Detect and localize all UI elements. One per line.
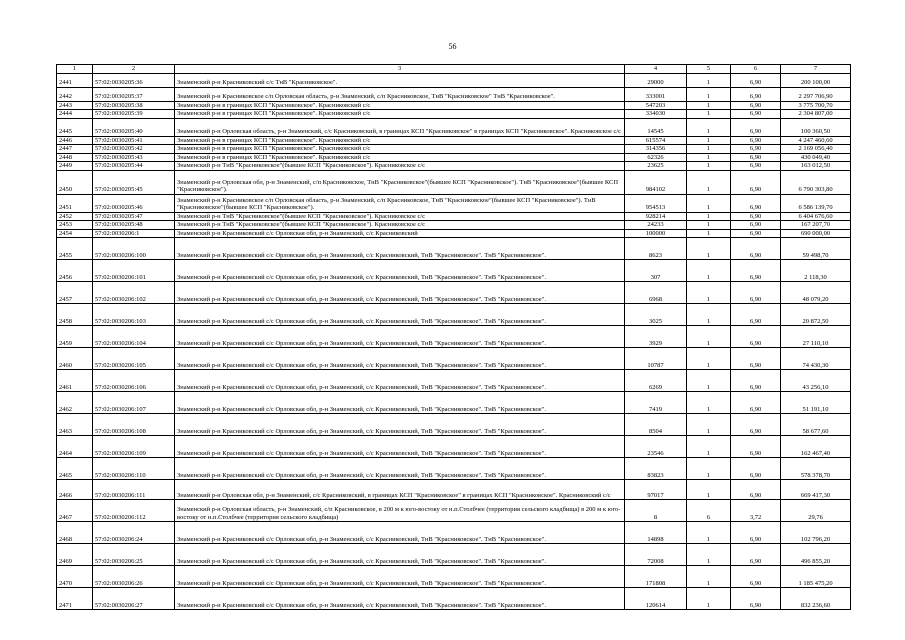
row-number: 2451 (57, 194, 93, 212)
share-value: 1 (687, 370, 731, 392)
cadastral-value: 162 467,40 (781, 436, 851, 458)
share-value: 1 (687, 588, 731, 610)
cadastral-value: 578 378,70 (781, 458, 851, 480)
cadastral-number: 57:02:0030206:107 (93, 392, 175, 414)
rate-value: 6,90 (731, 87, 781, 101)
row-number: 2466 (57, 480, 93, 500)
area-value: 8623 (625, 238, 687, 260)
area-value: 8504 (625, 414, 687, 436)
row-number: 2454 (57, 229, 93, 238)
row-number: 2459 (57, 326, 93, 348)
column-header: 2 (93, 65, 175, 74)
cadastral-value: 496 855,20 (781, 544, 851, 566)
row-number: 2471 (57, 588, 93, 610)
row-number: 2442 (57, 87, 93, 101)
share-value: 1 (687, 136, 731, 145)
share-value: 1 (687, 221, 731, 230)
location-description: Знаменский р-н Орловская область, р-н Знаменский, с/п Красниковское, в 200 м к юго-востоку от н.п.Столбчее (территория сельского кладбища) в 200 м к юго-востоку от н.п.Столбчее (территория сельского кладбища) (175, 500, 625, 522)
location-description: Знаменский р-н Красниковское с/п Орловская область, р-н Знаменский, с/п Красниковское, ТнВ "Красниковское"(бывшее КСП "Красниковское"). ТнВ "Красниковское"(бывшее КСП "Красниковское"). (175, 194, 625, 212)
rate-value: 6,90 (731, 304, 781, 326)
location-description: Знаменский р-н Красниковский с/с Орловская обл, р-н Знаменский, с/с Красниковский, ТнВ "Красниковское". ТнВ "Красниковское". (175, 414, 625, 436)
share-value: 1 (687, 436, 731, 458)
area-value: 333001 (625, 87, 687, 101)
table-row (57, 348, 851, 370)
location-description: Знаменский р-н Красниковский с/с Орловская обл, р-н Знаменский, с/с Красниковский, ТнВ "Красниковское". ТнВ "Красниковское". (175, 238, 625, 260)
share-value: 1 (687, 238, 731, 260)
table-row (57, 145, 851, 154)
rate-value: 6,90 (731, 229, 781, 238)
cadastral-number: 57:02:0030206:100 (93, 238, 175, 260)
row-number: 2463 (57, 414, 93, 436)
rate-value: 6,90 (731, 238, 781, 260)
cadastral-value: 200 100,00 (781, 73, 851, 87)
area-value: 83823 (625, 458, 687, 480)
cadastral-number: 57:02:0030206:106 (93, 370, 175, 392)
area-value: 23625 (625, 162, 687, 171)
location-description: Знаменский р-н Красниковский с/с Орловская обл, р-н Знаменский, с/с Красниковский, ТнВ "Красниковское". ТнВ "Красниковское". (175, 458, 625, 480)
area-value: 100000 (625, 229, 687, 238)
location-description: Знаменский р-н Орловская обл, р-н Знаменский, с/п Красниковское, ТнВ "Красниковское"(бывшее КСП "Красниковское"). ТнВ "Красниковское"(бывшее КСП "Красниковское"). (175, 170, 625, 194)
share-value: 1 (687, 414, 731, 436)
table-row (57, 136, 851, 145)
share-value: 1 (687, 73, 731, 87)
rate-value: 6,90 (731, 212, 781, 221)
table-row (57, 170, 851, 194)
column-header: 4 (625, 65, 687, 74)
share-value: 1 (687, 162, 731, 171)
column-header: 3 (175, 65, 625, 74)
cadastral-number: 57:02:0030206:105 (93, 348, 175, 370)
table-row (57, 500, 851, 522)
table-row (57, 392, 851, 414)
table-row (57, 458, 851, 480)
rate-value: 6,90 (731, 110, 781, 119)
area-value: 3929 (625, 326, 687, 348)
rate-value: 6,90 (731, 436, 781, 458)
rate-value: 3,72 (731, 500, 781, 522)
area-value: 928214 (625, 212, 687, 221)
share-value: 1 (687, 170, 731, 194)
row-number: 2449 (57, 162, 93, 171)
rate-value: 6,90 (731, 170, 781, 194)
cadastral-number: 57:02:0030205:38 (93, 101, 175, 110)
rate-value: 6,90 (731, 282, 781, 304)
table-row (57, 370, 851, 392)
column-header: 6 (731, 65, 781, 74)
share-value: 1 (687, 522, 731, 544)
location-description: Знаменский р-н Красниковский с/с Орловская обл, р-н Знаменский, с/с Красниковский, ТнВ "Красниковское". ТнВ "Красниковское". (175, 304, 625, 326)
table-row (57, 162, 851, 171)
share-value: 1 (687, 118, 731, 136)
share-value: 1 (687, 326, 731, 348)
location-description: Знаменский р-н Орловская обл, р-н Знаменский, с/с Красниковский, в границах КСП "Красниковское" в границах КСП "Красниковское". Красниковский с/с (175, 480, 625, 500)
rate-value: 6,90 (731, 544, 781, 566)
table-row (57, 566, 851, 588)
cadastral-number: 57:02:0030205:48 (93, 221, 175, 230)
row-number: 2457 (57, 282, 93, 304)
location-description: Знаменский р-н Красниковский с/с Орловская обл, р-н Знаменский, с/с Красниковский (175, 229, 625, 238)
share-value: 1 (687, 544, 731, 566)
cadastral-number: 57:02:0030205:46 (93, 194, 175, 212)
cadastral-number: 57:02:0030206:104 (93, 326, 175, 348)
cadastral-value: 100 360,50 (781, 118, 851, 136)
rate-value: 6,90 (731, 153, 781, 162)
cadastral-value: 58 677,60 (781, 414, 851, 436)
location-description: Знаменский р-н Красниковский с/с Орловская обл, р-н Знаменский, с/с Красниковский, ТнВ "Красниковское". ТнВ "Красниковское". (175, 282, 625, 304)
cadastral-number: 57:02:0030205:47 (93, 212, 175, 221)
area-value: 24233 (625, 221, 687, 230)
cadastral-number: 57:02:0030206:103 (93, 304, 175, 326)
rate-value: 6,90 (731, 392, 781, 414)
cadastral-number: 57:02:0030205:40 (93, 118, 175, 136)
rate-value: 6,90 (731, 260, 781, 282)
share-value: 1 (687, 304, 731, 326)
rate-value: 6,90 (731, 162, 781, 171)
cadastral-number: 57:02:0030205:37 (93, 87, 175, 101)
cadastral-value: 74 430,30 (781, 348, 851, 370)
row-number: 2455 (57, 238, 93, 260)
row-number: 2467 (57, 500, 93, 522)
row-number: 2445 (57, 118, 93, 136)
location-description: Знаменский р-н Красниковский с/с Орловская обл, р-н Знаменский, с/с Красниковский, ТнВ "Красниковское". ТнВ "Красниковское". (175, 588, 625, 610)
location-description: Знаменский р-н Орловская область, р-н Знаменский, с/с Красниковский, в границах КСП "Красниковское" в границах КСП "Красниковское". Красниковское с/с (175, 118, 625, 136)
location-description: Знаменский р-н Красниковский с/с Орловская обл, р-н Знаменский, с/с Красниковский, ТнВ "Красниковское". ТнВ "Красниковское". (175, 348, 625, 370)
rate-value: 6,90 (731, 522, 781, 544)
location-description: Знаменский р-н ТнВ "Красниковское"(бывшее КСП "Красниковское"). Красниковское с/с (175, 212, 625, 221)
cadastral-number: 57:02:0030206:101 (93, 260, 175, 282)
cadastral-value: 48 079,20 (781, 282, 851, 304)
cadastral-value: 2 304 807,00 (781, 110, 851, 119)
location-description: Знаменский р-н в границах КСП "Красниковское". Красниковский с/с (175, 101, 625, 110)
table-row (57, 73, 851, 87)
location-description: Знаменский р-н Красниковский с/с ТнВ "Красниковское". (175, 73, 625, 87)
share-value: 1 (687, 87, 731, 101)
share-value: 1 (687, 153, 731, 162)
area-value: 547203 (625, 101, 687, 110)
rate-value: 6,90 (731, 370, 781, 392)
table-row (57, 544, 851, 566)
cadastral-value: 4 247 460,60 (781, 136, 851, 145)
table-row (57, 194, 851, 212)
cadastral-value: 27 110,10 (781, 326, 851, 348)
cadastral-number: 57:02:0030206:112 (93, 500, 175, 522)
area-value: 307 (625, 260, 687, 282)
area-value: 7419 (625, 392, 687, 414)
cadastral-value: 59 498,70 (781, 238, 851, 260)
land-register-table (56, 64, 851, 610)
area-value: 3025 (625, 304, 687, 326)
table-row (57, 436, 851, 458)
row-number: 2444 (57, 110, 93, 119)
cadastral-number: 57:02:0030205:43 (93, 153, 175, 162)
area-value: 97017 (625, 480, 687, 500)
location-description: Знаменский р-н Красниковский с/с Орловская обл, р-н Знаменский, с/с Красниковский, ТнВ "Красниковское". ТнВ "Красниковское". (175, 326, 625, 348)
rate-value: 6,90 (731, 221, 781, 230)
column-header: 1 (57, 65, 93, 74)
area-value: 171808 (625, 566, 687, 588)
cadastral-value: 51 191,10 (781, 392, 851, 414)
rate-value: 6,90 (731, 118, 781, 136)
share-value: 1 (687, 260, 731, 282)
row-number: 2470 (57, 566, 93, 588)
table-row (57, 588, 851, 610)
row-number: 2446 (57, 136, 93, 145)
share-value: 6 (687, 500, 731, 522)
cadastral-value: 1 185 475,20 (781, 566, 851, 588)
row-number: 2460 (57, 348, 93, 370)
row-number: 2453 (57, 221, 93, 230)
row-number: 2448 (57, 153, 93, 162)
area-value: 14545 (625, 118, 687, 136)
area-value: 120614 (625, 588, 687, 610)
cadastral-value: 6 586 139,70 (781, 194, 851, 212)
rate-value: 6,90 (731, 588, 781, 610)
row-number: 2464 (57, 436, 93, 458)
share-value: 1 (687, 110, 731, 119)
rate-value: 6,90 (731, 194, 781, 212)
row-number: 2447 (57, 145, 93, 154)
location-description: Знаменский р-н Красниковский с/с Орловская обл, р-н Знаменский, с/с Красниковский, ТнВ "Красниковское". ТнВ "Красниковское". (175, 260, 625, 282)
cadastral-value: 6 404 676,60 (781, 212, 851, 221)
area-value: 72008 (625, 544, 687, 566)
share-value: 1 (687, 101, 731, 110)
cadastral-value: 690 000,00 (781, 229, 851, 238)
table-row (57, 87, 851, 101)
row-number: 2458 (57, 304, 93, 326)
table-row (57, 212, 851, 221)
table-row (57, 260, 851, 282)
area-value: 984102 (625, 170, 687, 194)
area-value: 314356 (625, 145, 687, 154)
row-number: 2462 (57, 392, 93, 414)
cadastral-value: 167 207,70 (781, 221, 851, 230)
row-number: 2469 (57, 544, 93, 566)
cadastral-number: 57:02:0030205:45 (93, 170, 175, 194)
column-header: 5 (687, 65, 731, 74)
row-number: 2461 (57, 370, 93, 392)
location-description: Знаменский р-н в границах КСП "Красниковское". Красниковский с/с (175, 136, 625, 145)
cadastral-number: 57:02:0030206:26 (93, 566, 175, 588)
area-value: 29000 (625, 73, 687, 87)
cadastral-number: 57:02:0030205:39 (93, 110, 175, 119)
area-value: 10787 (625, 348, 687, 370)
row-number: 2456 (57, 260, 93, 282)
cadastral-number: 57:02:0030206:102 (93, 282, 175, 304)
area-value: 334030 (625, 110, 687, 119)
area-value: 14898 (625, 522, 687, 544)
rate-value: 6,90 (731, 101, 781, 110)
cadastral-value: 2 118,30 (781, 260, 851, 282)
location-description: Знаменский р-н ТнВ "Красниковское"(бывшее КСП "Красниковское"). Красниковское с/с (175, 162, 625, 171)
location-description: Знаменский р-н Красниковский с/с Орловская обл, р-н Знаменский, с/с Красниковский, ТнВ "Красниковское". ТнВ "Красниковское". (175, 392, 625, 414)
cadastral-number: 57:02:0030206:1 (93, 229, 175, 238)
cadastral-value: 20 872,50 (781, 304, 851, 326)
location-description: Знаменский р-н Красниковский с/с Орловская обл, р-н Знаменский, с/с Красниковский, ТнВ "Красниковское". ТнВ "Красниковское". (175, 436, 625, 458)
table-row (57, 326, 851, 348)
cadastral-number: 57:02:0030205:44 (93, 162, 175, 171)
table-row (57, 238, 851, 260)
area-value: 615574 (625, 136, 687, 145)
cadastral-number: 57:02:0030206:109 (93, 436, 175, 458)
cadastral-value: 832 236,60 (781, 588, 851, 610)
cadastral-value: 102 796,20 (781, 522, 851, 544)
share-value: 1 (687, 194, 731, 212)
row-number: 2452 (57, 212, 93, 221)
location-description: Знаменский р-н Красниковский с/с Орловская обл, р-н Знаменский, с/с Красниковский, ТнВ "Красниковское". ТнВ "Красниковское". (175, 522, 625, 544)
table-row (57, 522, 851, 544)
location-description: Знаменский р-н Красниковское с/п Орловская область, р-н Знаменский, с/п Красниковское, ТнВ "Красниковское" ТнВ "Красниковское". (175, 87, 625, 101)
area-value: 6269 (625, 370, 687, 392)
table-row (57, 101, 851, 110)
cadastral-value: 669 417,30 (781, 480, 851, 500)
area-value: 23546 (625, 436, 687, 458)
rate-value: 6,90 (731, 326, 781, 348)
cadastral-value: 163 012,50 (781, 162, 851, 171)
cadastral-number: 57:02:0030205:36 (93, 73, 175, 87)
table-row (57, 110, 851, 119)
cadastral-number: 57:02:0030206:111 (93, 480, 175, 500)
share-value: 1 (687, 566, 731, 588)
table-row (57, 221, 851, 230)
page-number: 56 (448, 42, 457, 51)
share-value: 1 (687, 212, 731, 221)
location-description: Знаменский р-н Красниковский с/с Орловская обл, р-н Знаменский, с/с Красниковский, ТнВ "Красниковское". ТнВ "Красниковское". (175, 544, 625, 566)
area-value: 8 (625, 500, 687, 522)
share-value: 1 (687, 282, 731, 304)
cadastral-value: 2 297 706,90 (781, 87, 851, 101)
cadastral-number: 57:02:0030206:27 (93, 588, 175, 610)
cadastral-number: 57:02:0030206:25 (93, 544, 175, 566)
share-value: 1 (687, 480, 731, 500)
rate-value: 6,90 (731, 73, 781, 87)
table-header-row (57, 65, 851, 74)
cadastral-value: 430 049,40 (781, 153, 851, 162)
row-number: 2468 (57, 522, 93, 544)
cadastral-number: 57:02:0030205:41 (93, 136, 175, 145)
cadastral-value: 43 256,10 (781, 370, 851, 392)
area-value: 954513 (625, 194, 687, 212)
rate-value: 6,90 (731, 414, 781, 436)
table-row (57, 414, 851, 436)
table-row (57, 304, 851, 326)
column-header: 7 (781, 65, 851, 74)
share-value: 1 (687, 229, 731, 238)
location-description: Знаменский р-н Красниковский с/с Орловская обл, р-н Знаменский, с/с Красниковский, ТнВ "Красниковское". ТнВ "Красниковское". (175, 370, 625, 392)
row-number: 2441 (57, 73, 93, 87)
area-value: 6968 (625, 282, 687, 304)
location-description: Знаменский р-н в границах КСП "Красниковское". Красниковский с/с (175, 145, 625, 154)
row-number: 2465 (57, 458, 93, 480)
table-row (57, 480, 851, 500)
rate-value: 6,90 (731, 145, 781, 154)
cadastral-number: 57:02:0030206:108 (93, 414, 175, 436)
table-row (57, 118, 851, 136)
location-description: Знаменский р-н Красниковский с/с Орловская обл, р-н Знаменский, с/с Красниковский, ТнВ "Красниковское". ТнВ "Красниковское". (175, 566, 625, 588)
rate-value: 6,90 (731, 458, 781, 480)
share-value: 1 (687, 458, 731, 480)
row-number: 2443 (57, 101, 93, 110)
table-row (57, 153, 851, 162)
location-description: Знаменский р-н ТнВ "Красниковское"(бывшее КСП "Красниковское"). Красниковское с/с (175, 221, 625, 230)
location-description: Знаменский р-н в границах КСП "Красниковское". Красниковский с/с (175, 110, 625, 119)
table-row (57, 229, 851, 238)
cadastral-value: 3 775 700,70 (781, 101, 851, 110)
rate-value: 6,90 (731, 566, 781, 588)
rate-value: 6,90 (731, 136, 781, 145)
share-value: 1 (687, 392, 731, 414)
location-description: Знаменский р-н в границах КСП "Красниковское". Красниковский с/с (175, 153, 625, 162)
cadastral-value: 29,76 (781, 500, 851, 522)
table-row (57, 282, 851, 304)
cadastral-number: 57:02:0030206:110 (93, 458, 175, 480)
share-value: 1 (687, 348, 731, 370)
cadastral-number: 57:02:0030206:24 (93, 522, 175, 544)
cadastral-number: 57:02:0030205:42 (93, 145, 175, 154)
rate-value: 6,90 (731, 480, 781, 500)
cadastral-value: 2 169 056,40 (781, 145, 851, 154)
row-number: 2450 (57, 170, 93, 194)
cadastral-value: 6 790 303,80 (781, 170, 851, 194)
area-value: 62326 (625, 153, 687, 162)
rate-value: 6,90 (731, 348, 781, 370)
share-value: 1 (687, 145, 731, 154)
